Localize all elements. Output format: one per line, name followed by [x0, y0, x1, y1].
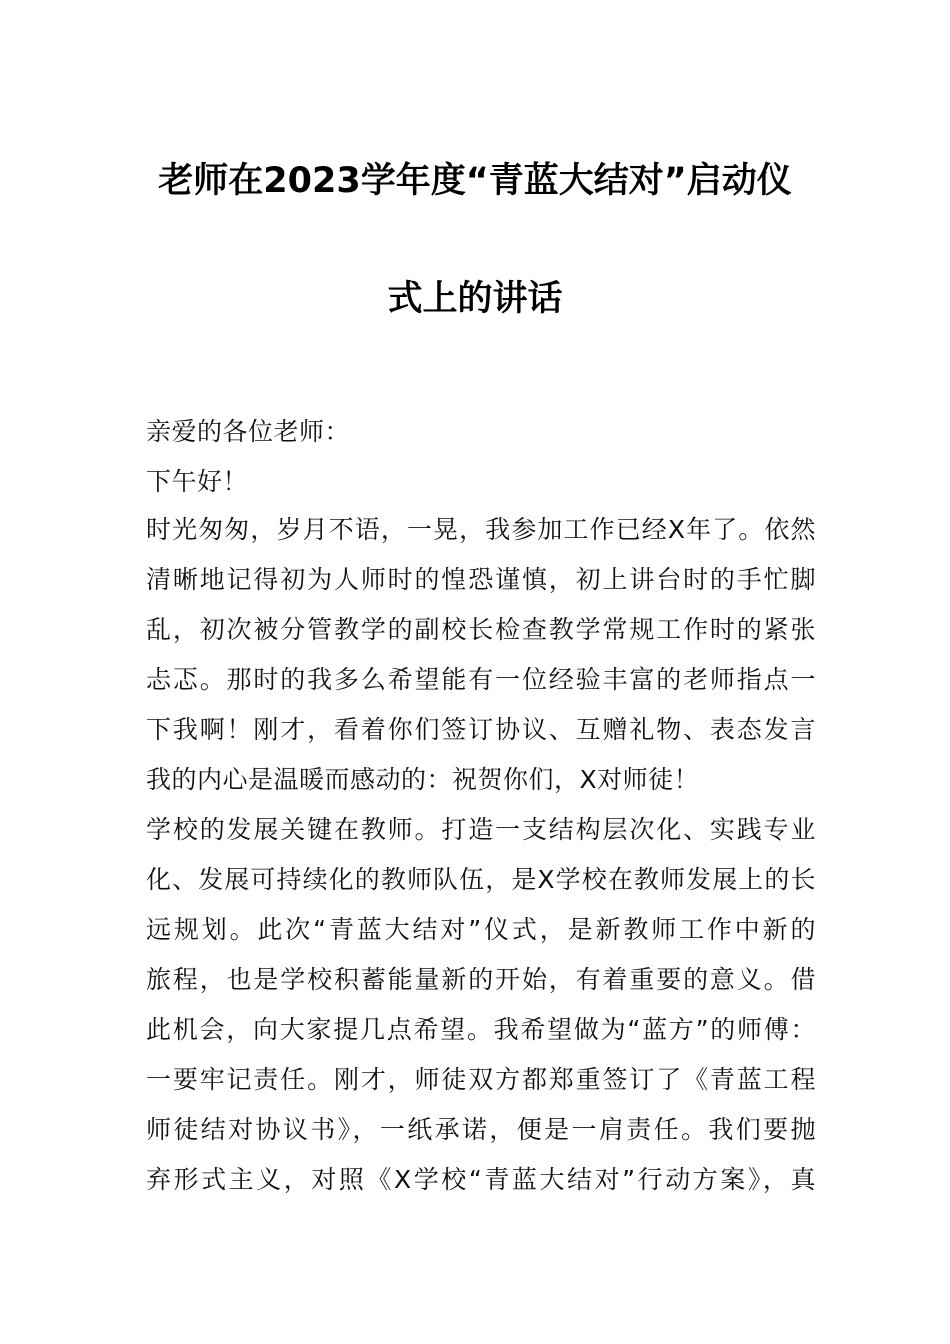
body-line: 旅程，也是学校积蓄能量新的开始，有着重要的意义。借: [146, 965, 816, 994]
salutation: 亲爱的各位老师：: [146, 417, 351, 446]
body-line: 此机会，向大家提几点希望。我希望做为“蓝方”的师傅：: [146, 1015, 816, 1044]
greeting: 下午好！: [146, 467, 249, 496]
body-line: 清晰地记得初为人师时的惶恐谨慎，初上讲台时的手忙脚: [146, 565, 816, 594]
body-line: 我的内心是温暖而感动的：祝贺你们，X对师徒！: [146, 765, 700, 794]
body-line: 时光匆匆，岁月不语，一晃，我参加工作已经X年了。依然: [146, 515, 816, 544]
title-line-2: 式上的讲话: [387, 279, 563, 319]
body-line: 下我啊！刚才，看着你们签订协议、互赠礼物、表态发言: [146, 715, 816, 744]
body-line: 忐忑。那时的我多么希望能有一位经验丰富的老师指点一: [146, 665, 816, 694]
title-line-1: 老师在2023学年度“青蓝大结对”启动仪: [158, 161, 792, 201]
body-line: 学校的发展关键在教师。打造一支结构层次化、实践专业: [146, 815, 816, 844]
body-line: 一要牢记责任。刚才，师徒双方都郑重签订了《青蓝工程: [146, 1065, 816, 1094]
body-line: 远规划。此次“青蓝大结对”仪式，是新教师工作中新的: [146, 915, 816, 944]
body-line: 化、发展可持续化的教师队伍，是X学校在教师发展上的长: [146, 865, 816, 894]
body-line: 弃形式主义，对照《X学校“青蓝大结对”行动方案》，真: [146, 1165, 816, 1194]
body-line: 师徒结对协议书》，一纸承诺，便是一肩责任。我们要抛: [146, 1115, 816, 1144]
body-line: 乱，初次被分管教学的副校长检查教学常规工作时的紧张: [146, 615, 816, 644]
